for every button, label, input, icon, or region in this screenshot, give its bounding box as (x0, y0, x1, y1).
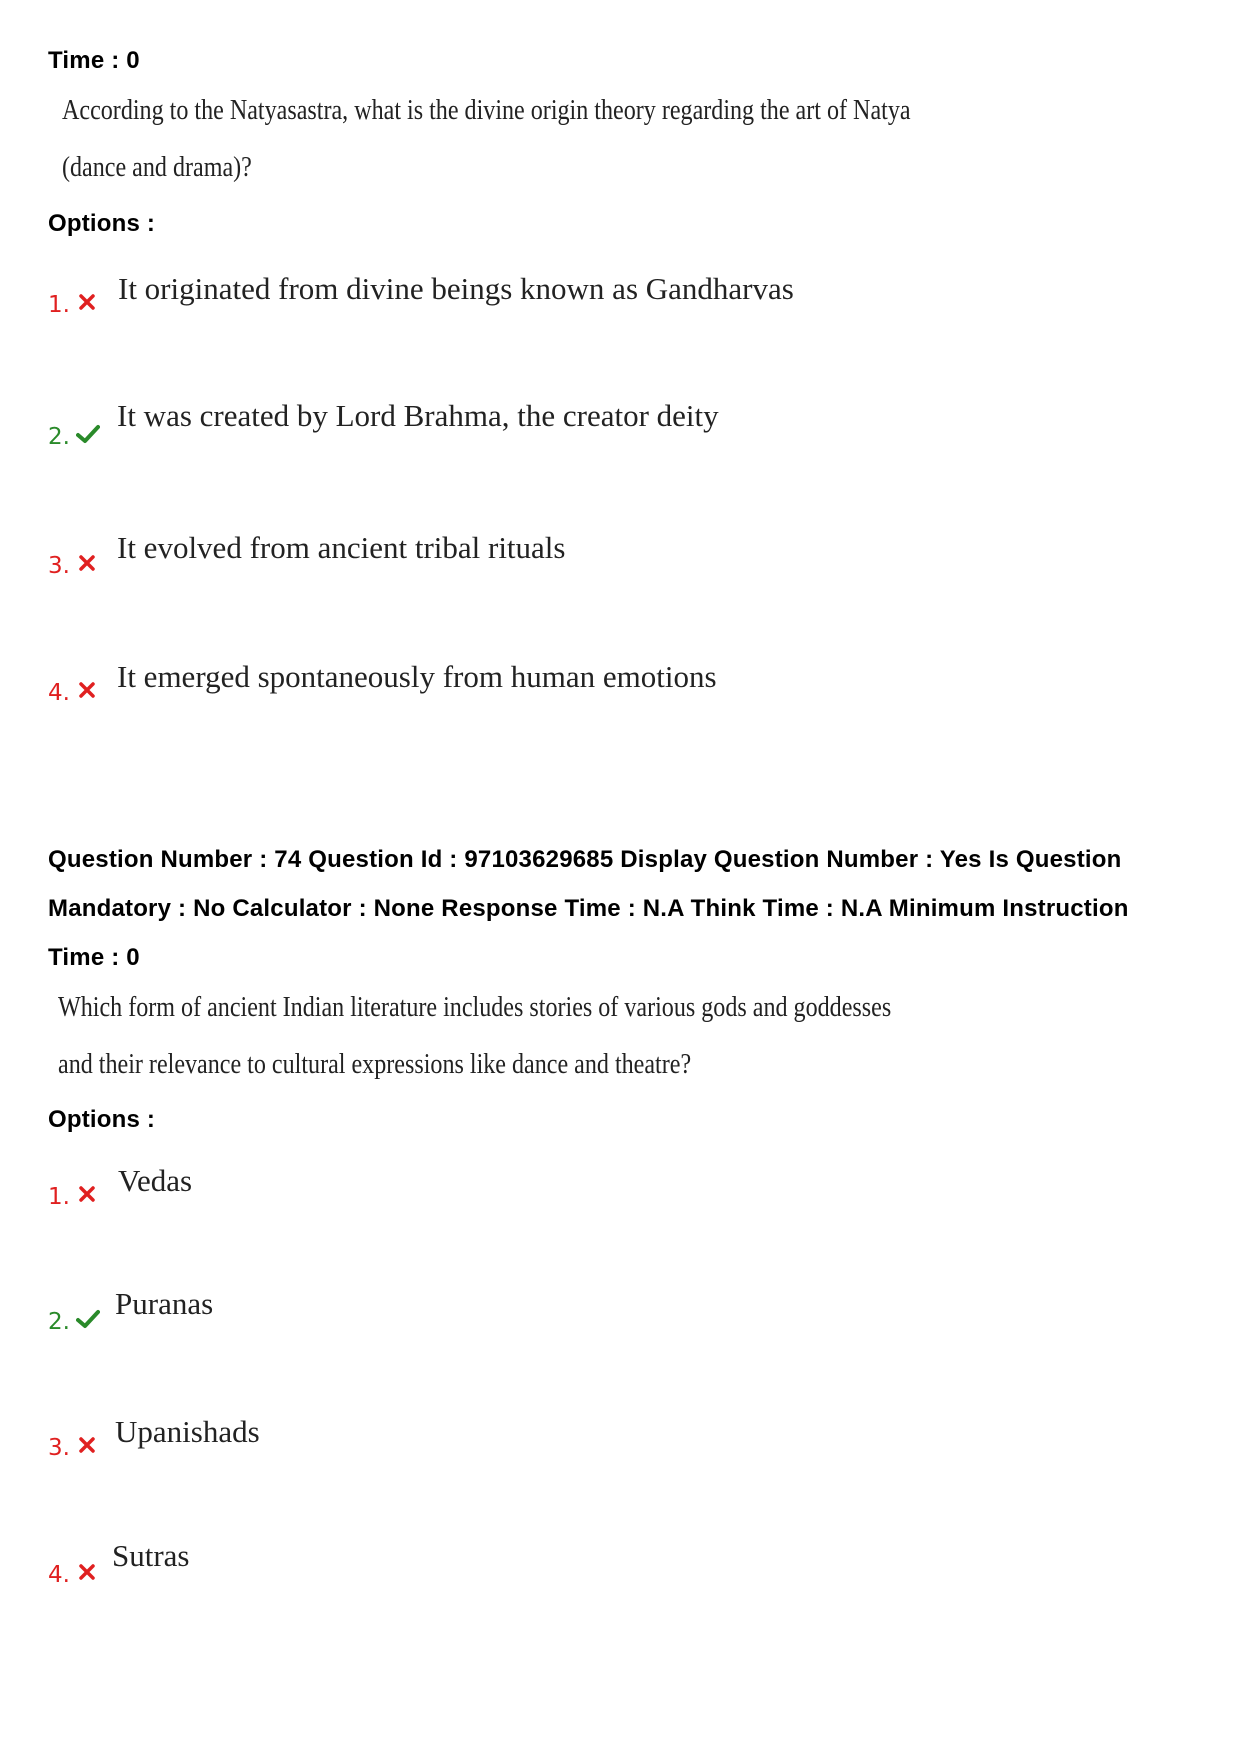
check-mark-icon (76, 1309, 100, 1329)
wrong-mark-icon (78, 293, 96, 311)
check-mark-icon (76, 424, 100, 444)
question-text-line: (dance and drama)? (62, 152, 252, 183)
option-number: 3. (48, 1435, 70, 1461)
wrong-mark-icon (78, 1185, 96, 1203)
options-label: Options : (48, 1106, 156, 1133)
time-label: Time : 0 (48, 944, 140, 971)
option-text: It originated from divine beings known as Gandharvas (118, 271, 794, 306)
wrong-mark-icon (78, 1436, 96, 1454)
wrong-mark-icon (78, 554, 96, 572)
wrong-mark-icon (78, 1563, 96, 1581)
option-text: Sutras (112, 1538, 190, 1573)
question-text-line: Which form of ancient Indian literature includes stories of various gods and goddesses (58, 992, 892, 1023)
time-label: Time : 0 (48, 47, 140, 74)
options-label: Options : (48, 210, 156, 237)
question-meta-line: Mandatory : No Calculator : None Response Time : N.A Think Time : N.A Minimum Instruction (48, 895, 1129, 922)
option-number: 2. (48, 1309, 70, 1335)
option-number: 2. (48, 424, 70, 450)
option-text: Puranas (115, 1286, 214, 1321)
option-number: 4. (48, 1562, 70, 1588)
option-text: It was created by Lord Brahma, the creator deity (117, 398, 719, 433)
option-number: 1. (48, 292, 70, 318)
option-number: 4. (48, 680, 70, 706)
option-text: It emerged spontaneously from human emotions (117, 659, 717, 694)
wrong-mark-icon (78, 681, 96, 699)
option-number: 1. (48, 1184, 70, 1210)
option-text: Upanishads (115, 1414, 260, 1449)
question-text-line: According to the Natyasastra, what is the divine origin theory regarding the art of Natya (62, 95, 911, 126)
option-text: Vedas (118, 1163, 193, 1198)
question-meta-line: Question Number : 74 Question Id : 97103629685 Display Question Number : Yes Is Question (48, 846, 1122, 873)
question-text-line: and their relevance to cultural expressions like dance and theatre? (58, 1049, 692, 1080)
option-number: 3. (48, 553, 70, 579)
option-text: It evolved from ancient tribal rituals (117, 530, 566, 565)
